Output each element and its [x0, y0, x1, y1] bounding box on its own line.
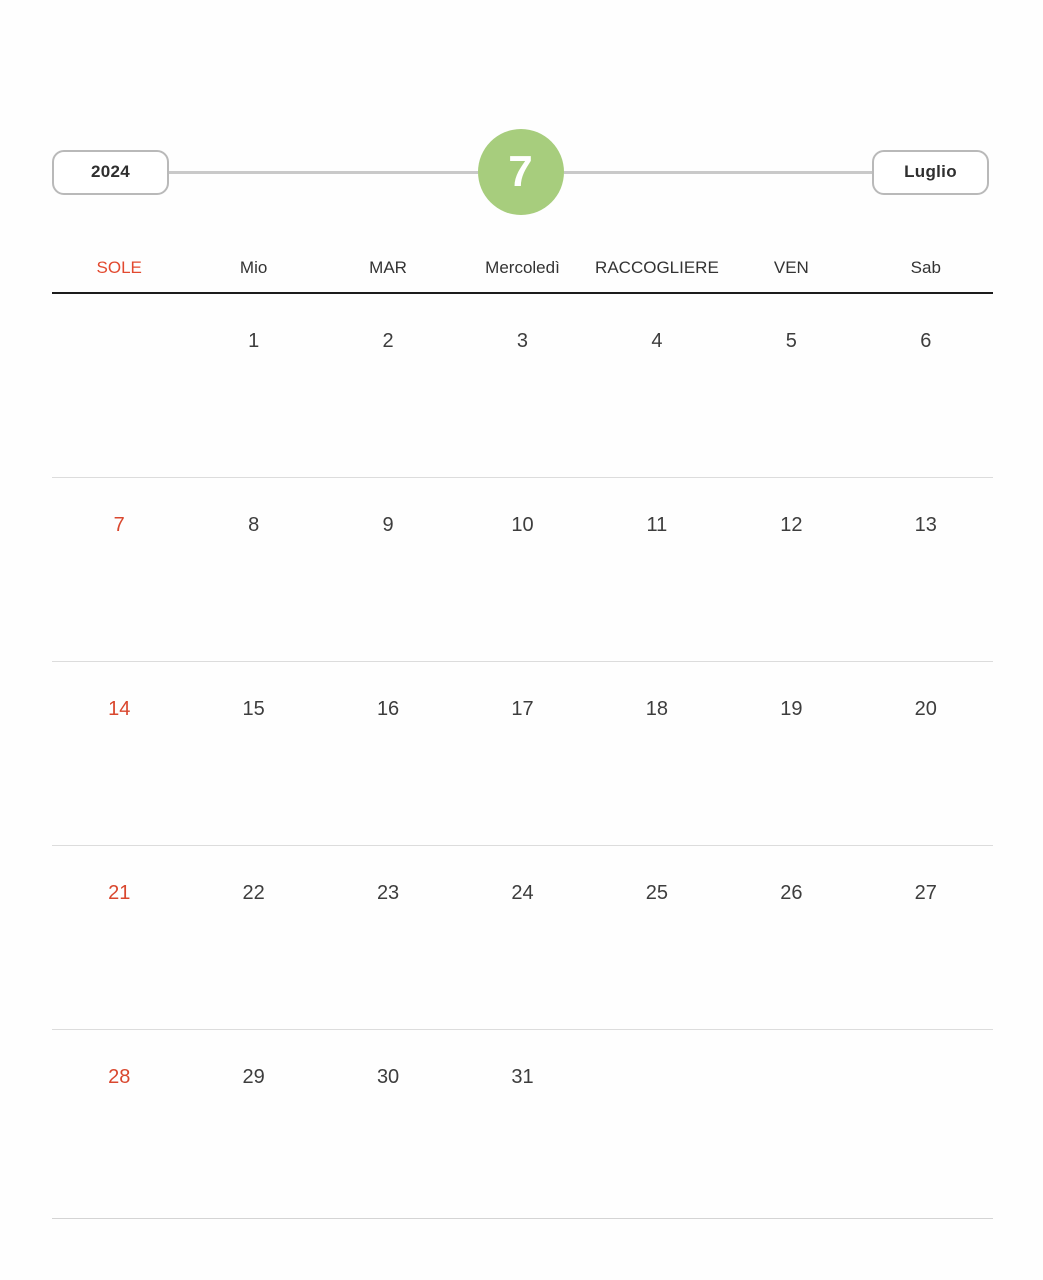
day-cell-28[interactable]: 28: [108, 1066, 131, 1088]
month-number-badge: 7: [478, 129, 564, 215]
day-cell-15[interactable]: 15: [242, 698, 265, 720]
day-cell-24[interactable]: 24: [511, 882, 534, 904]
topbar: [52, 129, 989, 215]
calendar-header-row: [52, 243, 993, 294]
day-header-thursday: RACCOGLIERE: [595, 258, 719, 277]
day-cell-3[interactable]: 3: [516, 330, 529, 352]
day-cell-25[interactable]: 25: [645, 882, 669, 904]
calendar-grid: [52, 243, 993, 1219]
day-cell-4[interactable]: 4: [651, 330, 663, 352]
week-row-2: [52, 478, 993, 662]
day-header-monday: Mio: [239, 258, 268, 277]
day-cell-empty: [52, 294, 186, 477]
day-cell-26[interactable]: 26: [780, 882, 803, 904]
day-cell-31[interactable]: 31: [511, 1066, 534, 1088]
day-cell-empty: [590, 1030, 724, 1218]
day-cell-1[interactable]: 1: [248, 330, 260, 352]
day-cell-11[interactable]: 11: [646, 514, 668, 536]
day-cell-5[interactable]: 5: [785, 330, 797, 352]
day-cell-10[interactable]: 10: [511, 514, 534, 536]
day-cell-2[interactable]: 2: [382, 330, 394, 352]
week-row-5: [52, 1030, 993, 1219]
day-cell-9[interactable]: 9: [382, 514, 394, 536]
day-header-wednesday: Mercoledì: [485, 258, 560, 277]
day-cell-19[interactable]: 19: [780, 698, 803, 720]
day-cell-27[interactable]: 27: [914, 882, 937, 904]
day-cell-16[interactable]: 16: [376, 698, 400, 720]
year-button[interactable]: 2024: [52, 150, 169, 195]
month-button[interactable]: Luglio: [872, 150, 989, 195]
day-cell-14[interactable]: 14: [108, 698, 131, 720]
day-cell-13[interactable]: 13: [914, 514, 937, 536]
day-cell-17[interactable]: 17: [511, 698, 534, 720]
day-cell-empty: [859, 1030, 993, 1218]
day-cell-18[interactable]: 18: [645, 698, 669, 720]
day-cell-21[interactable]: 21: [108, 882, 131, 904]
week-row-4: [52, 846, 993, 1030]
day-header-sunday: SOLE: [96, 258, 142, 277]
week-row-1: [52, 294, 993, 478]
day-cell-empty: [724, 1030, 858, 1218]
day-cell-23[interactable]: 23: [376, 882, 400, 904]
day-cell-30[interactable]: 30: [376, 1066, 400, 1088]
day-cell-8[interactable]: 8: [248, 514, 260, 536]
week-row-3: [52, 662, 993, 846]
day-cell-12[interactable]: 12: [780, 514, 803, 536]
day-cell-29[interactable]: 29: [242, 1066, 265, 1088]
day-cell-6[interactable]: 6: [920, 330, 932, 352]
day-cell-22[interactable]: 22: [242, 882, 265, 904]
connector-line-right: [564, 171, 873, 174]
day-header-friday: VEN: [773, 258, 809, 277]
connector-line-left: [169, 171, 478, 174]
day-header-tuesday: MAR: [369, 258, 407, 277]
day-cell-7[interactable]: 7: [113, 514, 125, 536]
day-header-saturday: Sab: [910, 258, 941, 277]
day-cell-20[interactable]: 20: [914, 698, 937, 720]
